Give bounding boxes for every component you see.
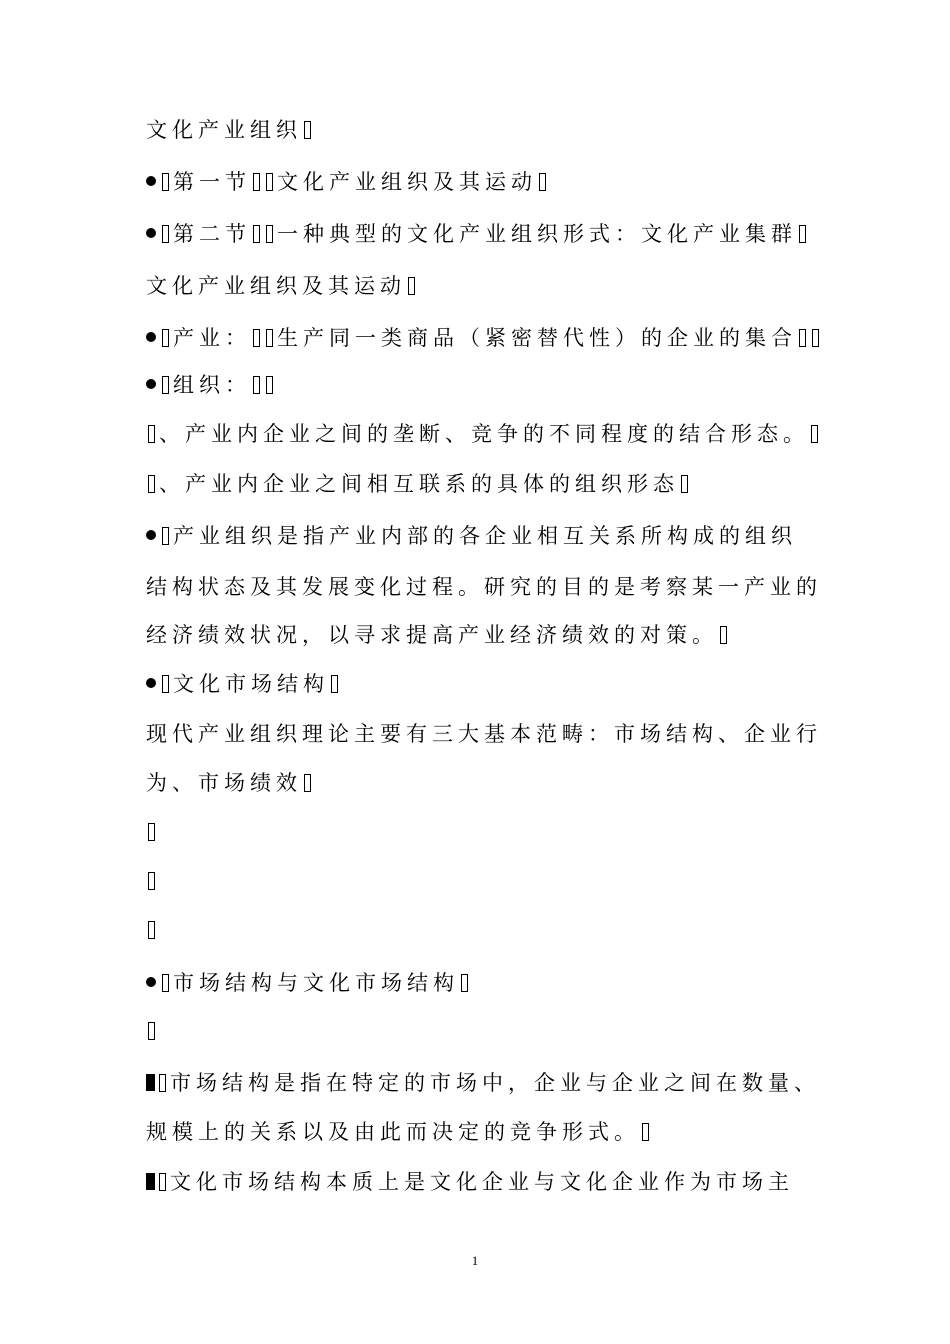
missing-glyph-box bbox=[461, 974, 468, 992]
missing-glyph-box bbox=[266, 329, 273, 347]
bullet-icon bbox=[146, 379, 156, 389]
paragraph-line bbox=[146, 1115, 826, 1149]
missing-glyph-box bbox=[162, 225, 169, 243]
missing-glyph-box bbox=[799, 225, 806, 243]
paragraph-line bbox=[146, 1066, 826, 1100]
missing-glyph-box bbox=[162, 173, 169, 191]
line-text: 文化市场结构本质上是文化企业与文化企业作为市场主 bbox=[170, 1170, 794, 1194]
line-text: 第一节 bbox=[173, 170, 251, 194]
line-text: 文化产业组织及其运动 bbox=[146, 274, 406, 298]
missing-glyph-box bbox=[253, 173, 260, 191]
missing-glyph-box bbox=[148, 475, 155, 493]
bullet-icon bbox=[146, 530, 156, 540]
bullet-item bbox=[146, 966, 826, 1000]
missing-glyph-box bbox=[266, 173, 273, 191]
missing-glyph-box bbox=[253, 376, 260, 394]
paragraph-line bbox=[146, 417, 826, 451]
missing-glyph-box bbox=[159, 1074, 166, 1092]
missing-glyph-box bbox=[408, 277, 415, 295]
square-bullet-icon bbox=[146, 1074, 155, 1091]
line-text: 经济绩效状况，以寻求提高产业经济绩效的对策。 bbox=[146, 623, 718, 647]
line-text-continued: 文化产业组织及其运动 bbox=[277, 170, 537, 194]
line-text: 市场结构是指在特定的市场中，企业与企业之间在数量、 bbox=[170, 1071, 820, 1095]
bullet-item bbox=[146, 519, 826, 553]
line-text: 规模上的关系以及由此而决定的竞争形式。 bbox=[146, 1120, 640, 1144]
missing-glyph-box bbox=[799, 329, 806, 347]
missing-glyph-box bbox=[304, 121, 311, 139]
line-text: 结构状态及其发展变化过程。研究的目的是考察某一产业的 bbox=[146, 575, 822, 599]
missing-glyph-box bbox=[162, 376, 169, 394]
paragraph-line bbox=[146, 717, 826, 751]
missing-glyph-box bbox=[148, 921, 155, 939]
missing-glyph-box bbox=[266, 225, 273, 243]
missing-glyph-box bbox=[162, 329, 169, 347]
missing-glyph-box bbox=[304, 774, 311, 792]
bullet-item bbox=[146, 321, 826, 355]
bullet-item bbox=[146, 368, 826, 402]
bullet-item bbox=[146, 217, 826, 251]
missing-glyph-box bbox=[681, 475, 688, 493]
paragraph-line bbox=[146, 570, 826, 604]
missing-glyph-box bbox=[162, 527, 169, 545]
square-bullet-icon bbox=[146, 1173, 155, 1190]
missing-glyph-box bbox=[148, 1022, 155, 1040]
paragraph-line bbox=[146, 618, 826, 652]
paragraph-line bbox=[146, 766, 826, 800]
line-text: 、产业内企业之间相互联系的具体的组织形态 bbox=[159, 472, 679, 496]
paragraph-line bbox=[146, 815, 826, 849]
line-text: 第二节 bbox=[173, 222, 251, 246]
bullet-icon bbox=[146, 176, 156, 186]
bullet-icon bbox=[146, 332, 156, 342]
line-text: 市场结构与文化市场结构 bbox=[173, 971, 459, 995]
paragraph-line bbox=[146, 467, 826, 501]
bullet-icon bbox=[146, 977, 156, 987]
line-text: 、产业内企业之间的垄断、竞争的不同程度的结合形态。 bbox=[159, 422, 809, 446]
missing-glyph-box bbox=[253, 225, 260, 243]
line-text: 文化产业组织 bbox=[146, 118, 302, 142]
paragraph-line bbox=[146, 913, 826, 947]
line-text: 产业组织是指产业内部的各企业相互关系所构成的组织 bbox=[173, 524, 797, 548]
missing-glyph-box bbox=[331, 675, 338, 693]
page-number: 1 bbox=[471, 1253, 479, 1268]
missing-glyph-box bbox=[162, 675, 169, 693]
line-text: 产业： bbox=[173, 326, 251, 350]
missing-glyph-box bbox=[253, 329, 260, 347]
line-text-continued: 一种典型的文化产业组织形式：文化产业集群 bbox=[277, 222, 797, 246]
missing-glyph-box bbox=[720, 626, 727, 644]
paragraph-line bbox=[146, 1014, 826, 1048]
missing-glyph-box bbox=[642, 1123, 649, 1141]
missing-glyph-box bbox=[811, 425, 818, 443]
line-text: 组织： bbox=[173, 373, 251, 397]
paragraph-line bbox=[146, 1165, 826, 1199]
paragraph-line bbox=[146, 113, 826, 147]
missing-glyph-box bbox=[148, 823, 155, 841]
paragraph-line bbox=[146, 864, 826, 898]
missing-glyph-box bbox=[539, 173, 546, 191]
missing-glyph-box bbox=[162, 974, 169, 992]
line-text-continued: 生产同一类商品（紧密替代性）的企业的集合 bbox=[277, 326, 797, 350]
line-text: 现代产业组织理论主要有三大基本范畴：市场结构、企业行 bbox=[146, 722, 822, 746]
missing-glyph-box bbox=[148, 425, 155, 443]
line-text: 为、市场绩效 bbox=[146, 771, 302, 795]
bullet-item bbox=[146, 165, 826, 199]
bullet-item bbox=[146, 667, 826, 701]
bullet-icon bbox=[146, 678, 156, 688]
missing-glyph-box bbox=[812, 329, 819, 347]
missing-glyph-box bbox=[148, 872, 155, 890]
missing-glyph-box bbox=[266, 376, 273, 394]
line-text: 文化市场结构 bbox=[173, 672, 329, 696]
paragraph-line bbox=[146, 269, 826, 303]
missing-glyph-box bbox=[159, 1173, 166, 1191]
bullet-icon bbox=[146, 228, 156, 238]
